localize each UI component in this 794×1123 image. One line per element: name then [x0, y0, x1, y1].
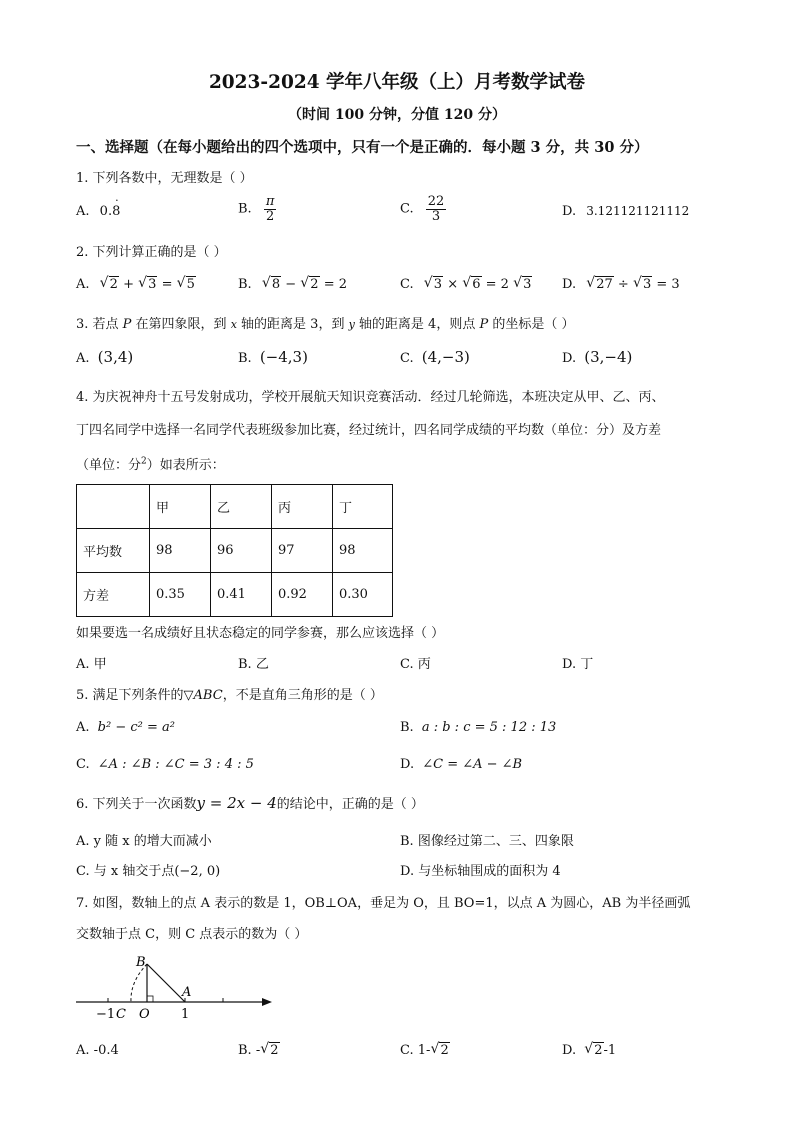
fraction: $\frac{\pi}{2}$	[265, 194, 275, 224]
q2-option-a: A. √ 2 + √ 3 = √ 5	[76, 277, 196, 292]
table-row	[77, 573, 393, 617]
table-cell: 乙	[211, 485, 272, 529]
q4-option-b: B. 乙	[238, 657, 269, 672]
option-text: 3.121121121112	[586, 204, 690, 218]
fraction: $\frac{22}{3}$	[427, 194, 445, 224]
table-cell: 0.35	[150, 573, 211, 617]
q5-option-b: B. a : b : c = 5 : 12 : 13	[400, 720, 557, 735]
table-cell	[77, 485, 150, 529]
question-3-stem: 3. 若点 P 在第四象限，到 x 轴的距离是 3，到 y 轴的距离是 4，则点 P 的坐标是（ ）	[76, 317, 575, 332]
number-line-figure	[70, 950, 280, 1025]
q1-option-d	[562, 204, 689, 219]
page-subtitle: （时间 100 分钟，分值 120 分）	[288, 107, 506, 123]
q1-option-c	[400, 195, 446, 223]
label-c: C	[116, 1007, 126, 1022]
question-7-line-1: 7. 如图，数轴上的点 A 表示的数是 1，OB⊥OA，垂足为 O，且 BO=1，以点 A 为圆心，AB 为半径画弧	[76, 896, 691, 911]
repeating-digit: 8 ·	[112, 194, 121, 219]
q4-option-c: C. 丙	[400, 657, 431, 672]
q6-option-d: D. 与坐标轴围成的面积为 4	[400, 864, 561, 879]
table-cell: 丙	[272, 485, 333, 529]
label-o: O	[139, 1007, 150, 1022]
q6-option-b: B. 图像经过第二、三、四象限	[400, 834, 574, 849]
q5-option-d: D. ∠C = ∠A − ∠B	[400, 757, 523, 772]
question-1-stem: 1. 下列各数中，无理数是（ ）	[76, 171, 253, 186]
table-cell: 平均数	[77, 529, 150, 573]
q7-option-b: B. -√ 2	[238, 1043, 280, 1058]
right-angle-mark	[147, 996, 153, 1002]
q2-option-d: D. √ 27 ÷ √ 3 = 3	[562, 277, 680, 292]
q2-option-b: B. √ 8 − √ 2 = 2	[238, 277, 347, 292]
table-cell: 0.30	[333, 573, 393, 617]
label-b: B	[136, 955, 146, 970]
section-heading: 一、选择题（在每小题给出的四个选项中，只有一个是正确的．每小题 3 分，共 30 分）	[76, 139, 649, 156]
q7-option-d: D. √ 2-1	[562, 1043, 616, 1058]
table-cell: 甲	[150, 485, 211, 529]
q5-option-a: A. b² − c² = a²	[76, 720, 175, 735]
table-cell: 方差	[77, 573, 150, 617]
table-cell: 98	[333, 529, 393, 573]
question-4-ask: 如果要选一名成绩好且状态稳定的同学参赛，那么应该选择（ ）	[76, 626, 445, 641]
question-4-line-3: （单位：分$^2$）如表所示：	[76, 456, 225, 473]
option-label: C.	[400, 201, 414, 217]
table-cell: 96	[211, 529, 272, 573]
option-label: B.	[238, 201, 252, 217]
q7-option-a: A. -0.4	[76, 1043, 119, 1058]
label-minus-1: −1	[96, 1007, 116, 1022]
table-cell: 丁	[333, 485, 393, 529]
question-5-stem: 5. 满足下列条件的▽ABC，不是直角三角形的是（ ）	[76, 688, 383, 703]
score-table	[76, 484, 393, 617]
q1-option-b	[238, 195, 276, 223]
q7-option-c: C. 1-√ 2	[400, 1043, 450, 1058]
axis-arrow	[262, 998, 272, 1006]
question-4-line-2: 丁四名同学中选择一名同学代表班级参加比赛，经过统计，四名同学成绩的平均数（单位：分）及方差	[76, 423, 662, 438]
q2-option-c: C. √ 3 × √ 6 = 2 √ 3	[400, 277, 532, 292]
q4-option-d: D. 丁	[562, 657, 594, 672]
option-text: 0.	[99, 204, 113, 219]
q4-option-a: A. 甲	[76, 657, 107, 672]
q3-option-a: A. (3,4)	[76, 348, 134, 366]
table-cell: 0.92	[272, 573, 333, 617]
q3-option-b: B. (−4,3)	[238, 348, 308, 366]
table-cell: 0.41	[211, 573, 272, 617]
table-header-row	[77, 485, 393, 529]
table-cell: 97	[272, 529, 333, 573]
q3-option-d: D. (3,−4)	[562, 348, 633, 366]
option-label: D.	[562, 204, 577, 219]
question-6-stem: 6. 下列关于一次函数y = 2x − 4的结论中，正确的是（ ）	[76, 794, 424, 812]
option-label: A.	[76, 204, 90, 219]
table-cell: 98	[150, 529, 211, 573]
question-4-line-1: 4. 为庆祝神舟十五号发射成功，学校开展航天知识竞赛活动．经过几轮筛选，本班决定从甲、乙、丙、	[76, 390, 665, 405]
q3-option-c: C. (4,−3)	[400, 348, 470, 366]
label-a: A	[182, 985, 192, 1000]
q6-option-c: C. 与 x 轴交于点(−2, 0)	[76, 864, 221, 879]
table-row	[77, 529, 393, 573]
q5-option-c: C. ∠A : ∠B : ∠C = 3 : 4 : 5	[76, 757, 254, 772]
q1-option-a	[76, 194, 121, 219]
page-title: 2023-2024 学年八年级（上）月考数学试卷	[208, 72, 586, 93]
label-1: 1	[181, 1007, 190, 1022]
question-2-stem: 2. 下列计算正确的是（ ）	[76, 245, 227, 260]
question-7-line-2: 交数轴于点 C，则 C 点表示的数为（ ）	[76, 927, 308, 942]
q6-option-a: A. y 随 x 的增大而减小	[76, 834, 212, 849]
